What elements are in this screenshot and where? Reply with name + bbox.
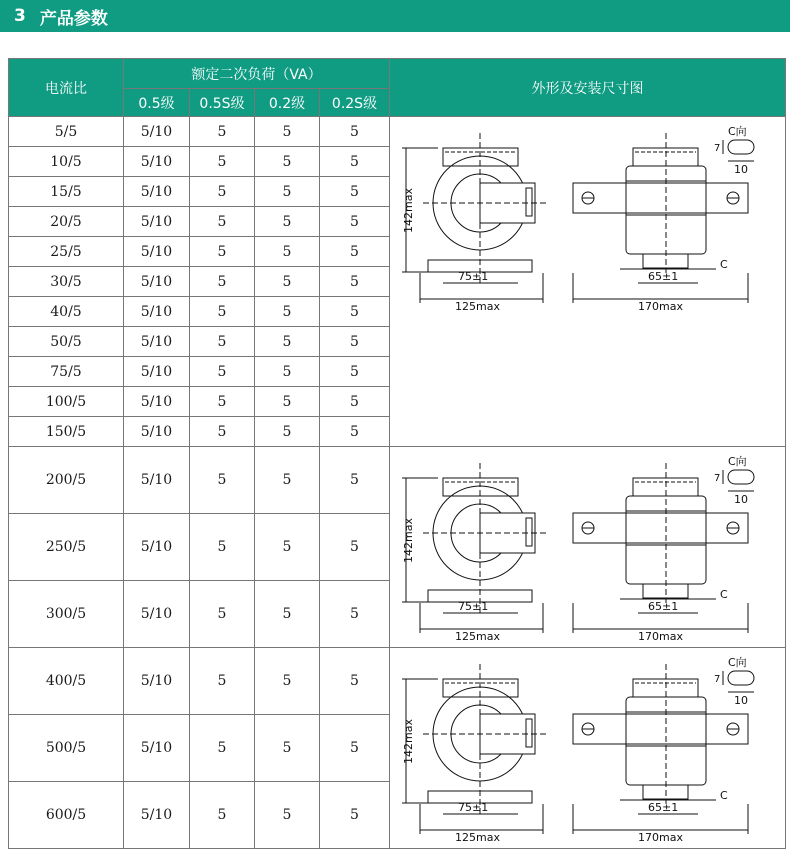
burden-cell: 5 <box>255 357 320 387</box>
width-dim: 125max <box>454 300 500 313</box>
dimension-drawing <box>398 654 778 844</box>
burden-cell: 5/10 <box>124 715 190 782</box>
ratio-cell: 30/5 <box>9 267 124 297</box>
burden-cell: 5 <box>190 177 255 207</box>
c-label: C <box>719 588 728 601</box>
c-label: C <box>719 258 728 271</box>
burden-cell: 5 <box>255 297 320 327</box>
burden-cell: 5/10 <box>124 387 190 417</box>
burden-cell: 5 <box>255 207 320 237</box>
ratio-cell: 20/5 <box>9 207 124 237</box>
base-dim: 75±1 <box>457 270 488 283</box>
burden-cell: 5 <box>190 648 255 715</box>
burden-cell: 5/10 <box>124 581 190 648</box>
burden-cell: 5 <box>190 417 255 447</box>
ratio-cell: 200/5 <box>9 447 124 514</box>
parameter-table <box>8 58 786 849</box>
slot-width: 10 <box>733 694 748 707</box>
ratio-cell: 25/5 <box>9 237 124 267</box>
c-label: C <box>719 789 728 802</box>
class-header: 0.5S级 <box>190 89 255 117</box>
burden-cell: 5 <box>190 447 255 514</box>
width-dim: 125max <box>454 831 500 844</box>
slot-height: 7 <box>713 473 720 484</box>
burden-cell: 5/10 <box>124 147 190 177</box>
c-view-label: C向 <box>727 656 747 669</box>
side-width-dim: 170max <box>637 831 683 844</box>
height-dim: 142max <box>401 518 415 563</box>
drawing-cell <box>390 447 786 648</box>
primary-busbar <box>573 183 748 213</box>
ratio-header: 电流比 <box>9 59 124 117</box>
burden-cell: 5 <box>255 177 320 207</box>
ratio-cell: 15/5 <box>9 177 124 207</box>
ratio-cell: 10/5 <box>9 147 124 177</box>
ratio-cell: 300/5 <box>9 581 124 648</box>
burden-cell: 5 <box>190 117 255 147</box>
ratio-cell: 600/5 <box>9 782 124 849</box>
burden-cell: 5 <box>190 514 255 581</box>
section-number: 3 <box>14 6 26 26</box>
class-header: 0.2S级 <box>320 89 390 117</box>
burden-cell: 5 <box>255 327 320 357</box>
burden-cell: 5 <box>320 297 390 327</box>
burden-cell: 5 <box>320 387 390 417</box>
burden-cell: 5 <box>255 117 320 147</box>
ratio-cell: 75/5 <box>9 357 124 387</box>
burden-cell: 5/10 <box>124 417 190 447</box>
drawing-cell <box>390 648 786 849</box>
burden-cell: 5 <box>320 782 390 849</box>
drawing-header: 外形及安装尺寸图 <box>390 59 786 117</box>
side-base-dim: 65±1 <box>647 600 678 613</box>
table-row <box>9 447 786 514</box>
slot-width: 10 <box>733 493 748 506</box>
class-header: 0.5级 <box>124 89 190 117</box>
table-row <box>9 648 786 715</box>
dimension-drawing <box>398 123 778 313</box>
burden-cell: 5 <box>255 267 320 297</box>
burden-cell: 5 <box>255 782 320 849</box>
ratio-cell: 100/5 <box>9 387 124 417</box>
burden-cell: 5/10 <box>124 117 190 147</box>
burden-cell: 5 <box>320 417 390 447</box>
burden-cell: 5 <box>255 648 320 715</box>
burden-cell: 5 <box>255 387 320 417</box>
burden-cell: 5/10 <box>124 514 190 581</box>
burden-cell: 5 <box>190 782 255 849</box>
burden-cell: 5 <box>320 447 390 514</box>
width-dim: 125max <box>454 630 500 643</box>
ratio-cell: 5/5 <box>9 117 124 147</box>
burden-cell: 5 <box>190 357 255 387</box>
ratio-cell: 400/5 <box>9 648 124 715</box>
slot-view <box>728 671 754 685</box>
slot-view <box>728 140 754 154</box>
slot-height: 7 <box>713 143 720 154</box>
base-dim: 75±1 <box>457 600 488 613</box>
base-dim: 75±1 <box>457 801 488 814</box>
burden-cell: 5 <box>255 237 320 267</box>
burden-cell: 5 <box>255 447 320 514</box>
drawing-cell <box>390 117 786 447</box>
burden-cell: 5 <box>320 207 390 237</box>
height-dim: 142max <box>401 719 415 764</box>
burden-cell: 5 <box>320 715 390 782</box>
c-view-label: C向 <box>727 125 747 138</box>
burden-cell: 5 <box>320 117 390 147</box>
burden-cell: 5/10 <box>124 267 190 297</box>
class-header: 0.2级 <box>255 89 320 117</box>
section-header <box>0 0 790 32</box>
slot-width: 10 <box>733 163 748 176</box>
burden-cell: 5 <box>190 387 255 417</box>
burden-cell: 5 <box>320 327 390 357</box>
ratio-cell: 150/5 <box>9 417 124 447</box>
burden-cell: 5 <box>190 327 255 357</box>
burden-cell: 5 <box>255 147 320 177</box>
primary-busbar <box>573 513 748 543</box>
burden-cell: 5 <box>190 267 255 297</box>
burden-cell: 5 <box>320 514 390 581</box>
side-width-dim: 170max <box>637 630 683 643</box>
slot-height: 7 <box>713 674 720 685</box>
burden-cell: 5 <box>190 297 255 327</box>
ratio-cell: 250/5 <box>9 514 124 581</box>
section-title: 产品参数 <box>39 8 108 29</box>
ratio-cell: 40/5 <box>9 297 124 327</box>
burden-header: 额定二次负荷（VA） <box>124 59 390 89</box>
c-view-label: C向 <box>727 455 747 468</box>
slot-view <box>728 470 754 484</box>
burden-cell: 5/10 <box>124 447 190 514</box>
burden-cell: 5/10 <box>124 648 190 715</box>
side-base-dim: 65±1 <box>647 801 678 814</box>
burden-cell: 5 <box>320 581 390 648</box>
burden-cell: 5/10 <box>124 327 190 357</box>
burden-cell: 5 <box>255 417 320 447</box>
burden-cell: 5 <box>255 581 320 648</box>
burden-cell: 5 <box>320 147 390 177</box>
side-width-dim: 170max <box>637 300 683 313</box>
burden-cell: 5 <box>320 267 390 297</box>
burden-cell: 5/10 <box>124 207 190 237</box>
burden-cell: 5 <box>320 237 390 267</box>
burden-cell: 5 <box>255 715 320 782</box>
table-row <box>9 117 786 147</box>
burden-cell: 5/10 <box>124 237 190 267</box>
burden-cell: 5 <box>190 237 255 267</box>
side-base-dim: 65±1 <box>647 270 678 283</box>
primary-busbar <box>573 714 748 744</box>
burden-cell: 5 <box>190 147 255 177</box>
ratio-cell: 500/5 <box>9 715 124 782</box>
burden-cell: 5 <box>320 177 390 207</box>
burden-cell: 5/10 <box>124 357 190 387</box>
burden-cell: 5/10 <box>124 177 190 207</box>
burden-cell: 5/10 <box>124 782 190 849</box>
height-dim: 142max <box>401 188 415 233</box>
burden-cell: 5 <box>320 357 390 387</box>
burden-cell: 5 <box>190 207 255 237</box>
burden-cell: 5 <box>255 514 320 581</box>
burden-cell: 5 <box>190 581 255 648</box>
ratio-cell: 50/5 <box>9 327 124 357</box>
burden-cell: 5 <box>190 715 255 782</box>
burden-cell: 5 <box>320 648 390 715</box>
dimension-drawing <box>398 453 778 643</box>
burden-cell: 5/10 <box>124 297 190 327</box>
